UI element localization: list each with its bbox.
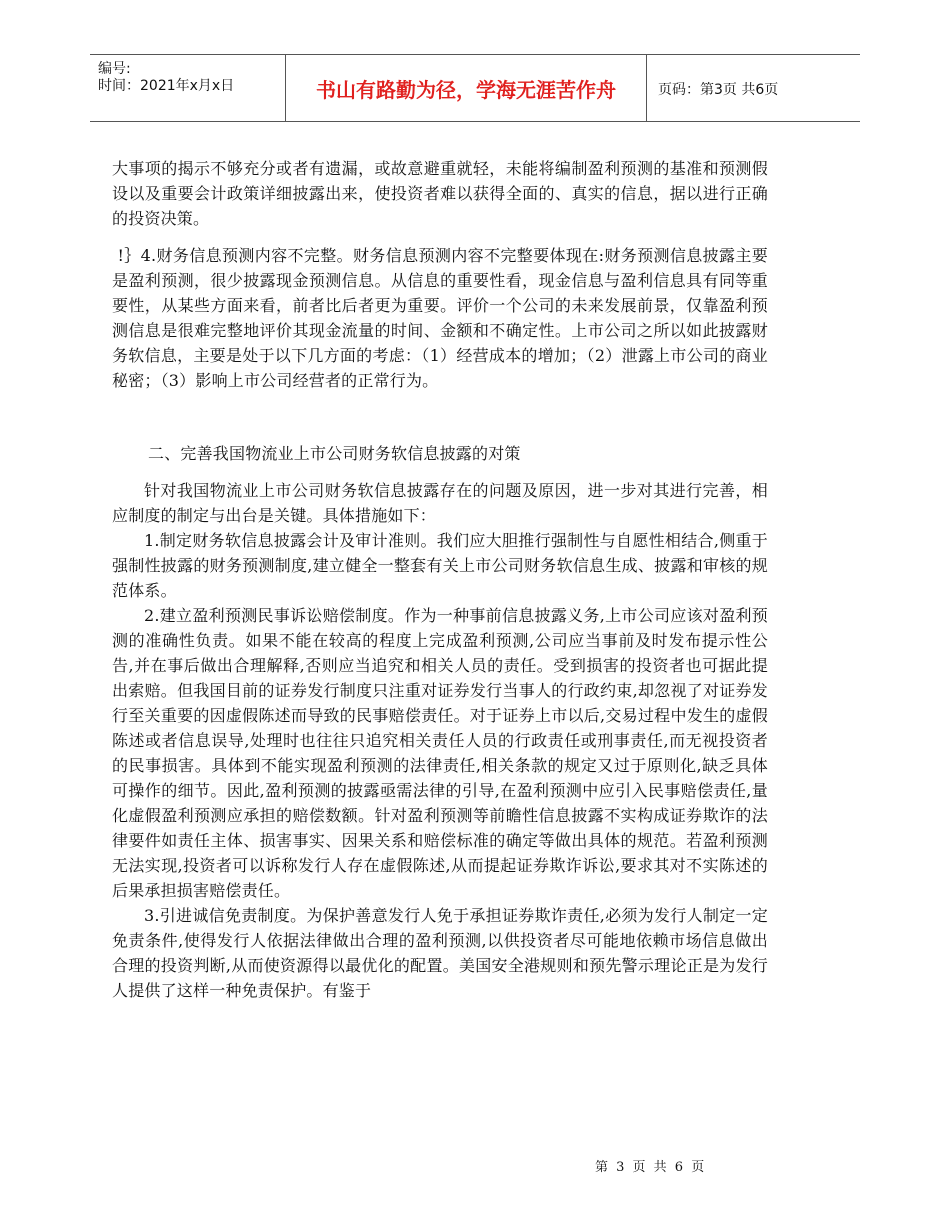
paragraph: 3.引进诚信免责制度。为保护善意发行人免于承担证券欺诈责任,必须为发行人制定一定免责条件,使得发行人依据法律做出合理的盈利预测,以供投资者尽可能地依赖市场信息做出合理的投资判断,从而使资源得以最优化的配置。美国安全港规则和预先警示理论正是为发行人提供了这样一种免责保护。有鉴于	[112, 906, 768, 1000]
document-body	[112, 156, 768, 1003]
document-number-label: 编号:	[98, 61, 131, 77]
paragraph: 1.制定财务软信息披露会计及审计准则。我们应大胆推行强制性与自愿性相结合,侧重于强制性披露的财务预测制度,建立健全一整套有关上市公司财务软信息生成、披露和审核的规范体系。	[112, 531, 768, 600]
paragraph: 大事项的揭示不够充分或者有遗漏，或故意避重就轻，未能将编制盈利预测的基准和预测假设以及重要会计政策详细披露出来，使投资者难以获得全面的、真实的信息，据以进行正确的投资决策。	[112, 159, 768, 228]
header-motto: 书山有路勤为径，学海无涯苦作舟	[285, 55, 647, 121]
header-meta	[98, 61, 234, 95]
paragraph: !｝4.财务信息预测内容不完整。财务信息预测内容不完整要体现在:财务预测信息披露主要是盈利预测，很少披露现金预测信息。从信息的重要性看，现金信息与盈利信息具有同等重要性，从某些方面来看，前者比后者更为重要。评价一个公司的未来发展前景，仅靠盈利预测信息是很难完整地评价其现金流量的时间、金额和不确定性。上市公司之所以如此披露财务软信息，主要是处于以下几方面的考虑：（1）经营成本的增加；（2）泄露上市公司的商业秘密；（3）影响上市公司经营者的正常行为。	[112, 246, 768, 390]
paragraph: 针对我国物流业上市公司财务软信息披露存在的问题及原因，进一步对其进行完善，相应制度的制定与出台是关键。具体措施如下：	[112, 481, 768, 525]
section-heading: 二、完善我国物流业上市公司财务软信息披露的对策	[148, 444, 521, 463]
header-page-label: 页码：第3页 共6页	[658, 82, 779, 98]
page-header	[90, 54, 860, 122]
paragraph: 2.建立盈利预测民事诉讼赔偿制度。作为一种事前信息披露义务,上市公司应该对盈利预测的准确性负责。如果不能在较高的程度上完成盈利预测,公司应当事前及时发布提示性公告,并在事后做出合理解释,否则应当追究和相关人员的责任。受到损害的投资者也可据此提出索赔。但我国目前的证券发行制度只注重对证券发行当事人的行政约束,却忽视了对证券发行至关重要的因虚假陈述而导致的民事赔偿责任。对于证券上市以后,交易过程中发生的虚假陈述或者信息误导,处理时也往往只追究相关责任人员的行政责任或刑事责任,而无视投资者的民事损害。具体到不能实现盈利预测的法律责任,相关条款的规定又过于原则化,缺乏具体可操作的细节。因此,盈利预测的披露亟需法律的引导,在盈利预测中应引入民事赔偿责任,量化虚假盈利预测应承担的赔偿数额。针对盈利预测等前瞻性信息披露不实构成证券欺诈的法律要件如责任主体、损害事实、因果关系和赔偿标准的确定等做出具体的规范。若盈利预测无法实现,投资者可以诉称发行人存在虚假陈述,从而提起证券欺诈诉讼,要求其对不实陈述的后果承担损害赔偿责任。	[112, 606, 768, 900]
document-time-label: 时间：2021年x月x日	[98, 78, 235, 94]
page-footer: 第 3 页 共 6 页	[595, 1160, 707, 1175]
